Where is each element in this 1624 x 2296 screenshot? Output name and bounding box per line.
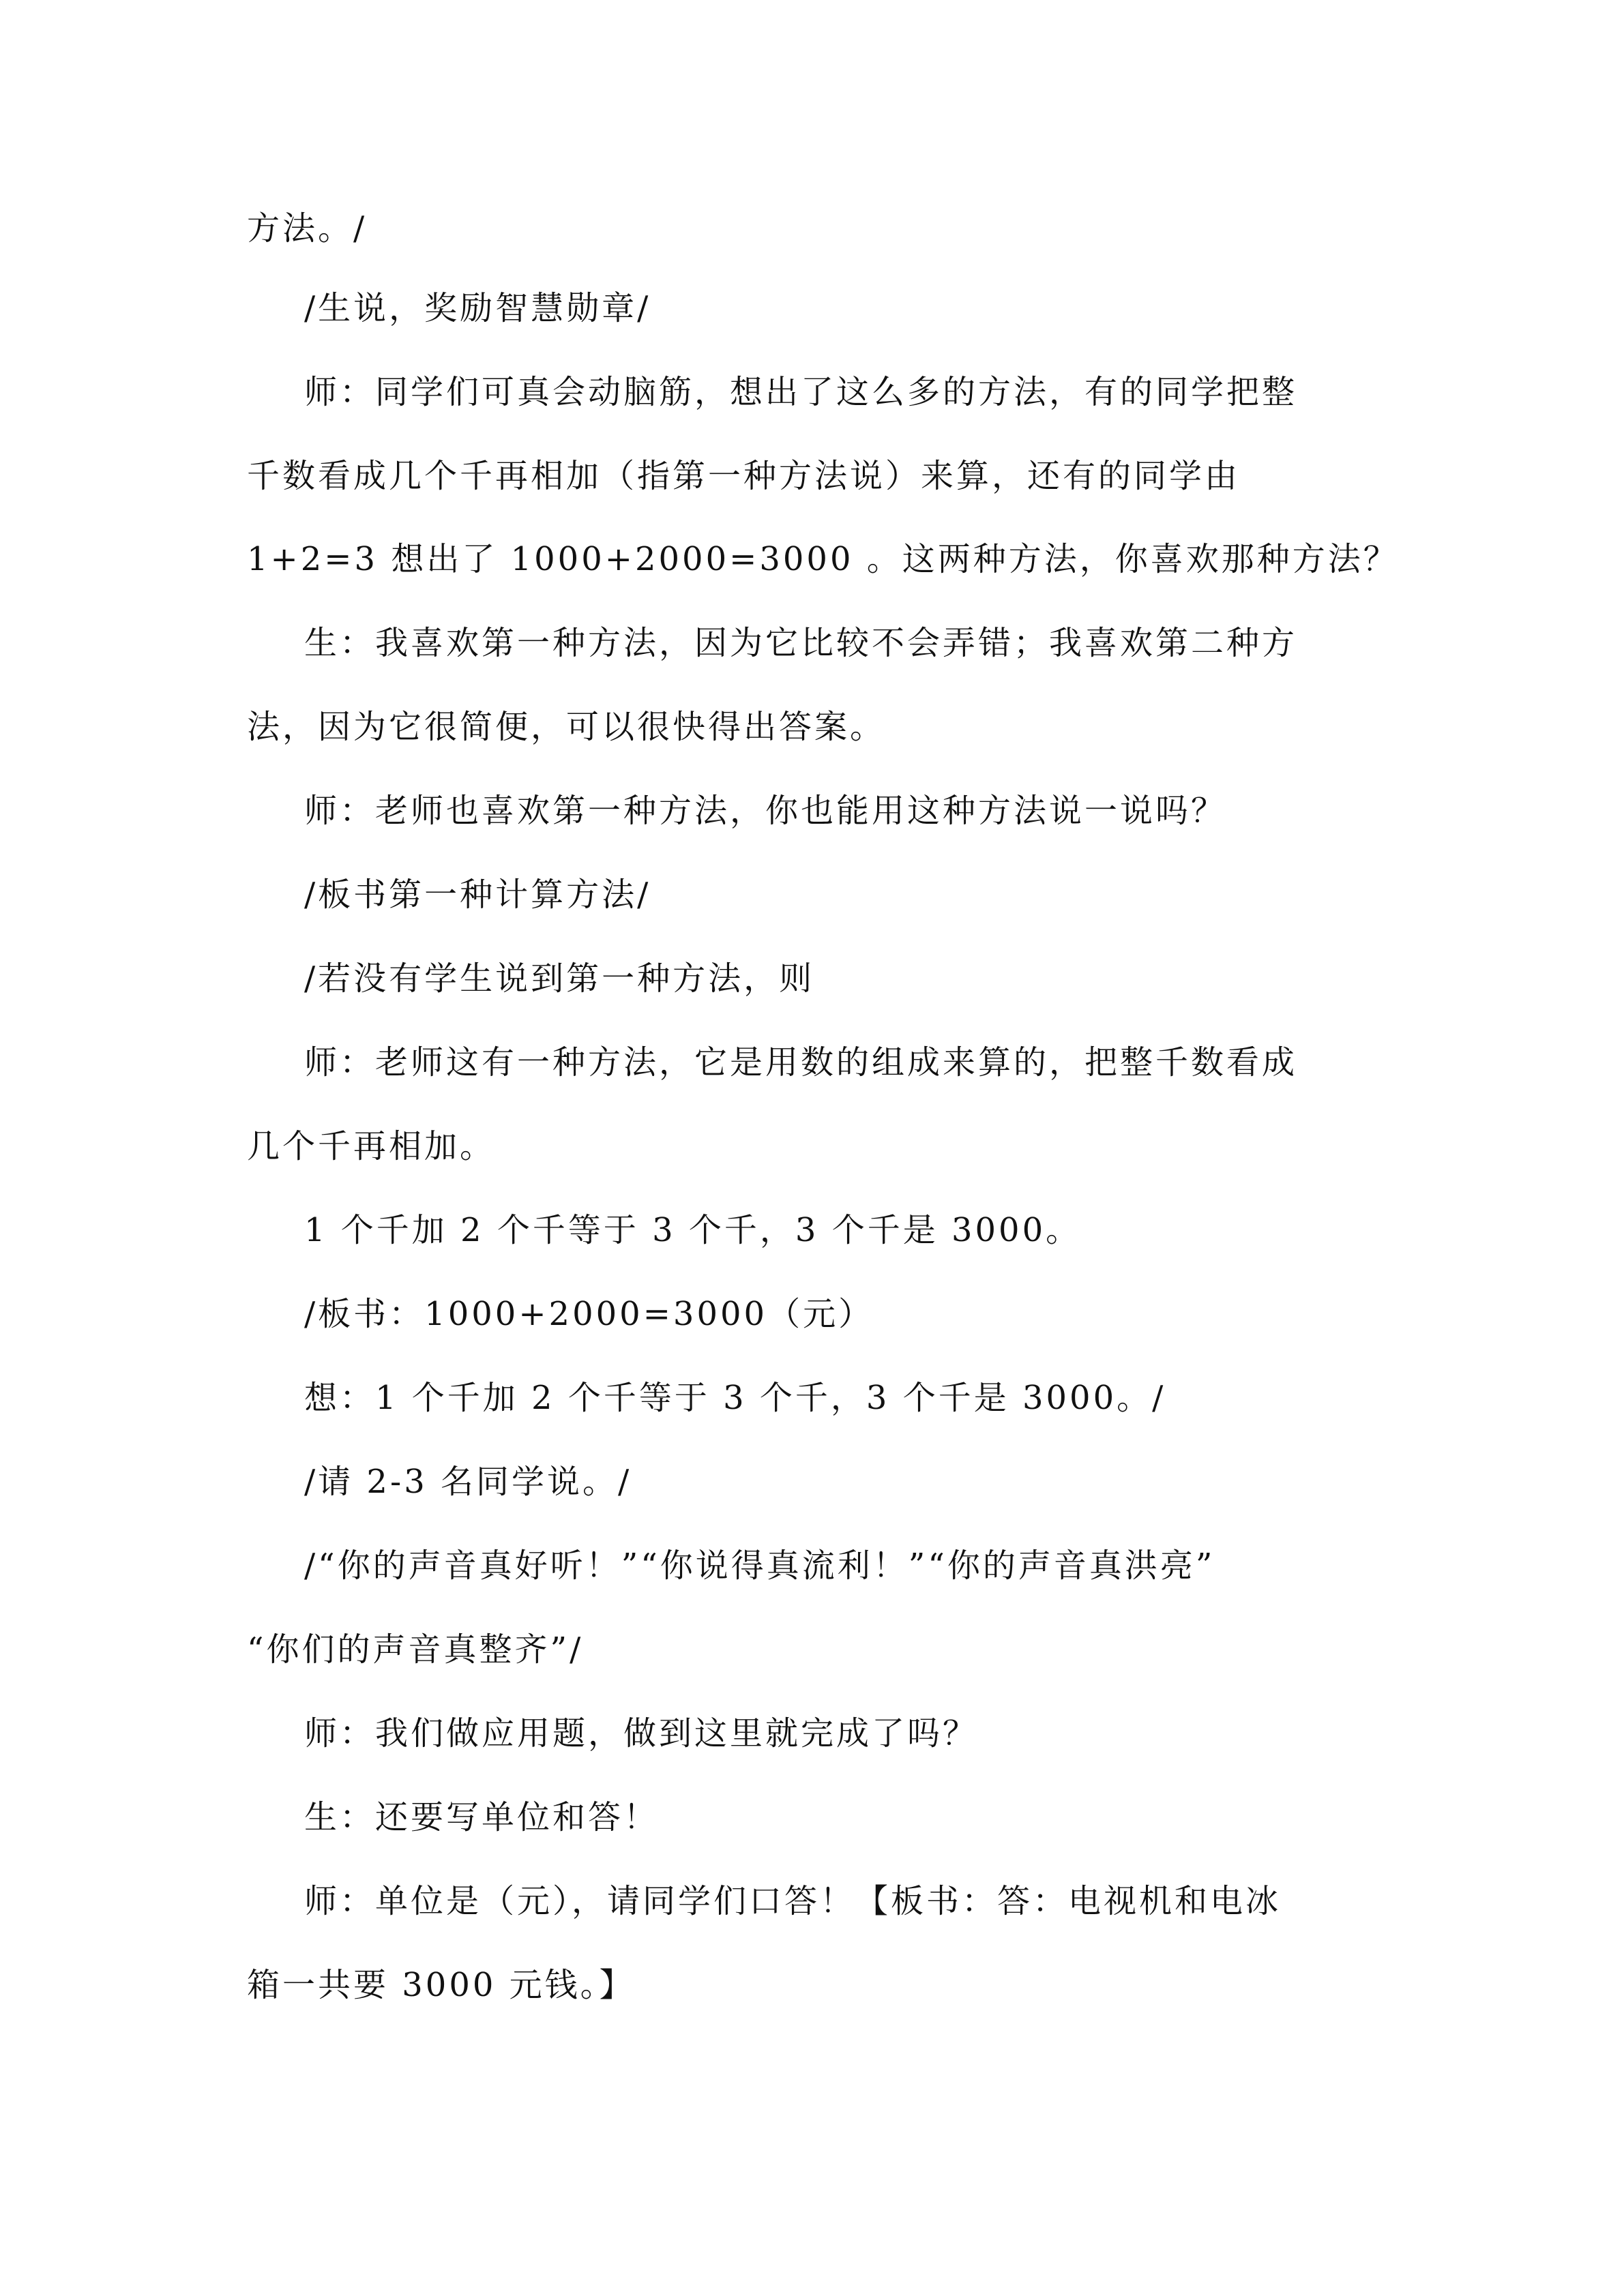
paragraph-line: 师：老师也喜欢第一种方法，你也能用这种方法说一说吗？ [304,792,1227,830]
paragraph-line: /板书第一种计算方法/ [304,876,651,914]
paragraph-line: 师：老师这有一种方法，它是用数的组成来算的，把整千数看成 [304,1043,1298,1082]
paragraph-line: /请 2-3 名同学说。/ [304,1463,632,1501]
paragraph-line: /板书：1000+2000=3000（元） [304,1295,874,1333]
paragraph-line: 千数看成几个千再相加（指第一种方法说）来算，还有的同学由 [247,457,1241,495]
paragraph-line: “你们的声音真整齐”/ [247,1630,584,1669]
paragraph-line: 几个千再相加。 [247,1127,496,1165]
paragraph-line: 生：还要写单位和答！ [304,1798,660,1836]
paragraph-line: 箱一共要 3000 元钱。】 [247,1966,635,2004]
paragraph-line: 师：我们做应用题，做到这里就完成了吗？ [304,1714,979,1753]
paragraph-line: 1+2=3 想出了 1000+2000=3000 。这两种方法，你喜欢那种方法？ [247,540,1399,578]
paragraph-line: /若没有学生说到第一种方法，则 [304,959,815,998]
paragraph-line: 师：同学们可真会动脑筋，想出了这么多的方法，有的同学把整 [304,373,1298,411]
paragraph-line: 生：我喜欢第一种方法，因为它比较不会弄错；我喜欢第二种方 [304,624,1298,662]
paragraph-line: 法，因为它很简便，可以很快得出答案。 [247,708,886,746]
paragraph-line: 1 个千加 2 个千等于 3 个千，3 个千是 3000。 [304,1211,1082,1249]
paragraph-line: 师：单位是（元），请同学们口答！【板书：答：电视机和电冰 [304,1882,1282,1920]
paragraph-line: /“你的声音真好听！”“你说得真流利！”“你的声音真洪亮” [304,1547,1215,1585]
paragraph-line: 方法。/ [247,209,368,248]
paragraph-line: 想：1 个千加 2 个千等于 3 个千，3 个千是 3000。/ [304,1379,1166,1417]
paragraph-line: /生说，奖励智慧勋章/ [304,289,651,327]
